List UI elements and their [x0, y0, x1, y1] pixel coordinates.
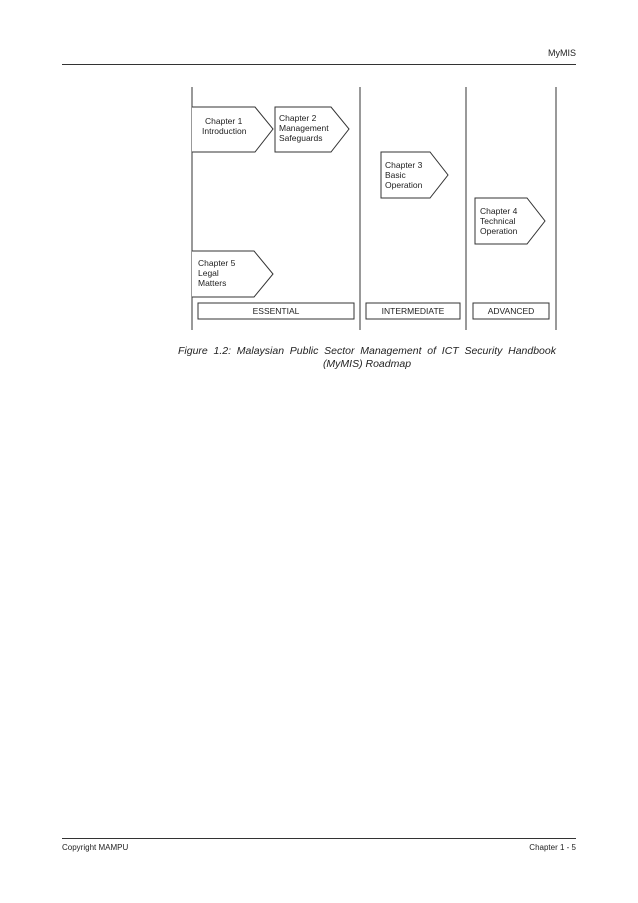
caption-line-2: (MyMIS) Roadmap: [322, 358, 412, 370]
caption-line-1: Figure 1.2: Malaysian Public Sector Management of ICT Security Handbook: [178, 345, 556, 357]
running-header: MyMIS: [548, 48, 576, 58]
footer-page-number: Chapter 1 - 5: [529, 843, 576, 852]
chapter-4-label: Chapter 4: [480, 206, 518, 216]
level-essential: [198, 303, 354, 319]
chapter-4-box: [475, 198, 545, 244]
chapter-1-box: [192, 107, 273, 152]
footer-rule: [62, 838, 576, 839]
chapter-3-title-line1: Basic: [385, 170, 406, 180]
chapter-4-title-line1: Technical: [480, 216, 516, 226]
footer-copyright: Copyright MAMPU: [62, 843, 129, 852]
chapter-1-title: Introduction: [202, 126, 247, 136]
chapter-3-title-line2: Operation: [385, 180, 423, 190]
chapter-5-title-line1: Legal: [198, 268, 219, 278]
chapter-5-box: [192, 251, 273, 297]
chapter-2-title-line1: Management: [279, 123, 329, 133]
chapter-2-title-line2: Safeguards: [279, 133, 323, 143]
chapter-3-box: [381, 152, 448, 198]
level-intermediate: [366, 303, 460, 319]
level-essential-label: ESSENTIAL: [252, 306, 300, 316]
chapter-1-label: Chapter 1: [205, 116, 243, 126]
chapter-5-label: Chapter 5: [198, 258, 236, 268]
chapter-4-title-line2: Operation: [480, 226, 518, 236]
figure-caption: [178, 345, 556, 371]
chapter-2-box: [275, 107, 349, 152]
level-intermediate-label: INTERMEDIATE: [381, 306, 445, 316]
chapter-5-title-line2: Matters: [198, 278, 227, 288]
level-advanced: [473, 303, 549, 319]
chapter-3-label: Chapter 3: [385, 160, 423, 170]
chapter-2-label: Chapter 2: [279, 113, 317, 123]
roadmap-diagram: [0, 0, 638, 340]
level-advanced-label: ADVANCED: [487, 306, 535, 316]
